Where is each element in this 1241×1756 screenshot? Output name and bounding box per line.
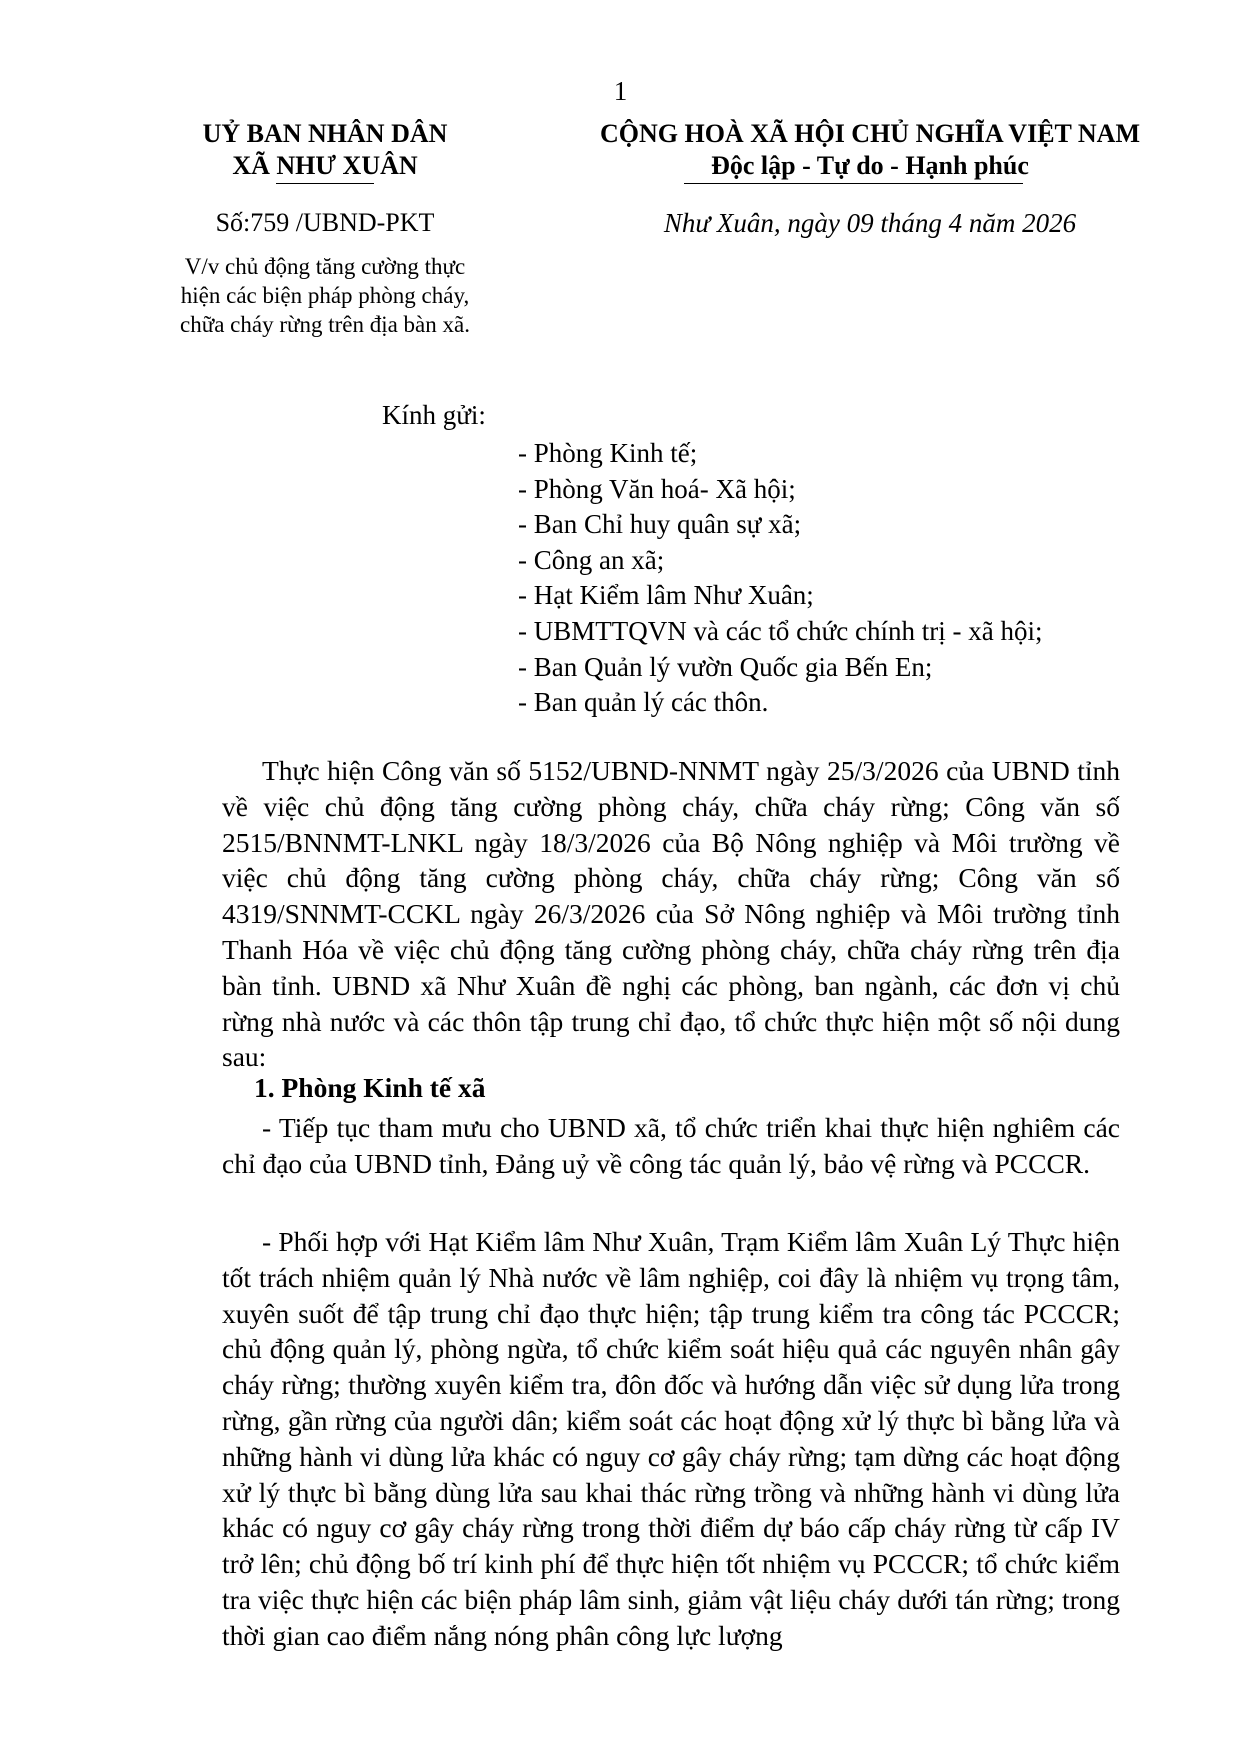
recipient-item: - Phòng Văn hoá- Xã hội; xyxy=(518,473,796,504)
section-1-paragraph-2-text: - Phối hợp với Hạt Kiểm lâm Như Xuân, Trạm Kiểm lâm Xuân Lý Thực hiện tốt trách nhiệm quản lý Nhà nước về lâm nghiệp, coi đây là nhiệm vụ trọng tâm, xuyên suốt để tập trung chỉ đạo thực hiện; tập trung kiểm tra công tác PCCCR; chủ động quản lý, phòng ngừa, tổ chức kiểm soát hiệu quả các nguyên nhân gây cháy rừng; thường xuyên kiểm tra, đôn đốc và hướng dẫn việc sử dụng lửa trong rừng, gần rừng của người dân; kiểm soát các hoạt động xử lý thực bì bằng lửa và những hành vi dùng lửa khác có nguy cơ gây cháy rừng; tạm dừng các hoạt động xử lý thực bì bằng dùng lửa sau khai thác rừng trồng và những hành vi dùng lửa khác có nguy cơ gây cháy rừng trong thời điểm dự báo cấp cháy rừng từ cấp IV trở lên; chủ động bố trí kinh phí để thực hiện tốt nhiệm vụ PCCCR; tổ chức kiểm tra việc thực hiện các biện pháp lâm sinh, giảm vật liệu cháy dưới tán rừng; trong thời gian cao điểm nắng nóng phân công lực lượng xyxy=(222,1226,1120,1651)
national-title xyxy=(560,118,1180,182)
section-1-paragraph-2 xyxy=(222,1224,1120,1654)
recipient-item: - UBMTTQVN và các tổ chức chính trị - xã hội; xyxy=(518,615,1043,646)
page-number: 1 xyxy=(613,76,628,106)
recipient-item: - Phòng Kinh tế; xyxy=(518,438,698,468)
recipient-item: - Ban Chỉ huy quân sự xã; xyxy=(518,509,802,540)
document-number: Số:759 /UBND-PKT xyxy=(215,208,435,237)
motto-underline xyxy=(684,183,1023,184)
subject-line-2: hiện các biện pháp phòng cháy, xyxy=(180,283,470,308)
document-date: Như Xuân, ngày 09 tháng 4 năm 2026 xyxy=(663,208,1077,238)
section-1-heading: 1. Phòng Kinh tế xã xyxy=(254,1072,486,1103)
salutation: Kính gửi: xyxy=(382,400,486,430)
agency-line-2: XÃ NHƯ XUÂN xyxy=(232,151,418,180)
recipient-item: - Ban Quản lý vườn Quốc gia Bến En; xyxy=(518,651,933,682)
agency-underline xyxy=(276,183,374,184)
section-1-paragraph-1 xyxy=(222,1110,1120,1182)
intro-paragraph xyxy=(222,753,1120,1075)
subject-line-3: chữa cháy rừng trên địa bàn xã. xyxy=(180,312,470,337)
recipient-list xyxy=(518,436,1042,721)
intro-text: Thực hiện Công văn số 5152/UBND-NNMT ngày 25/3/2026 của UBND tỉnh về việc chủ động tăng cường phòng cháy, chữa cháy rừng; Công văn số 2515/BNNMT-LNKL ngày 18/3/2026 của Bộ Nông nghiệp và Môi trường về việc chủ động tăng cường phòng cháy, chữa cháy rừng; Công văn số 4319/SNNMT-CCKL ngày 26/3/2026 của Sở Nông nghiệp và Môi trường tỉnh Thanh Hóa về việc chủ động tăng cường phòng cháy, chữa cháy rừng trên địa bàn tỉnh. UBND xã Như Xuân đề nghị các phòng, ban ngành, các đơn vị chủ rừng nhà nước và các thôn tập trung chỉ đạo, tổ chức thực hiện một số nội dung sau: xyxy=(222,755,1120,1073)
issuing-agency xyxy=(140,118,510,182)
recipient-item: - Hạt Kiểm lâm Như Xuân; xyxy=(518,580,814,611)
section-1-paragraph-1-text: - Tiếp tục tham mưu cho UBND xã, tổ chức triển khai thực hiện nghiêm các chỉ đạo của UBND tỉnh, Đảng uỷ về công tác quản lý, bảo vệ rừng và PCCCR. xyxy=(222,1112,1120,1179)
national-title-line-1: CỘNG HOÀ XÃ HỘI CHỦ NGHĨA VIỆT NAM xyxy=(599,119,1141,148)
recipient-item: - Công an xã; xyxy=(518,544,665,575)
recipient-item: - Ban quản lý các thôn. xyxy=(518,687,769,718)
subject-line-1: V/v chủ động tăng cường thực xyxy=(184,254,466,279)
agency-line-1: UỶ BAN NHÂN DÂN xyxy=(202,119,448,148)
national-motto: Độc lập - Tự do - Hạnh phúc xyxy=(711,151,1029,180)
document-subject xyxy=(140,252,510,339)
